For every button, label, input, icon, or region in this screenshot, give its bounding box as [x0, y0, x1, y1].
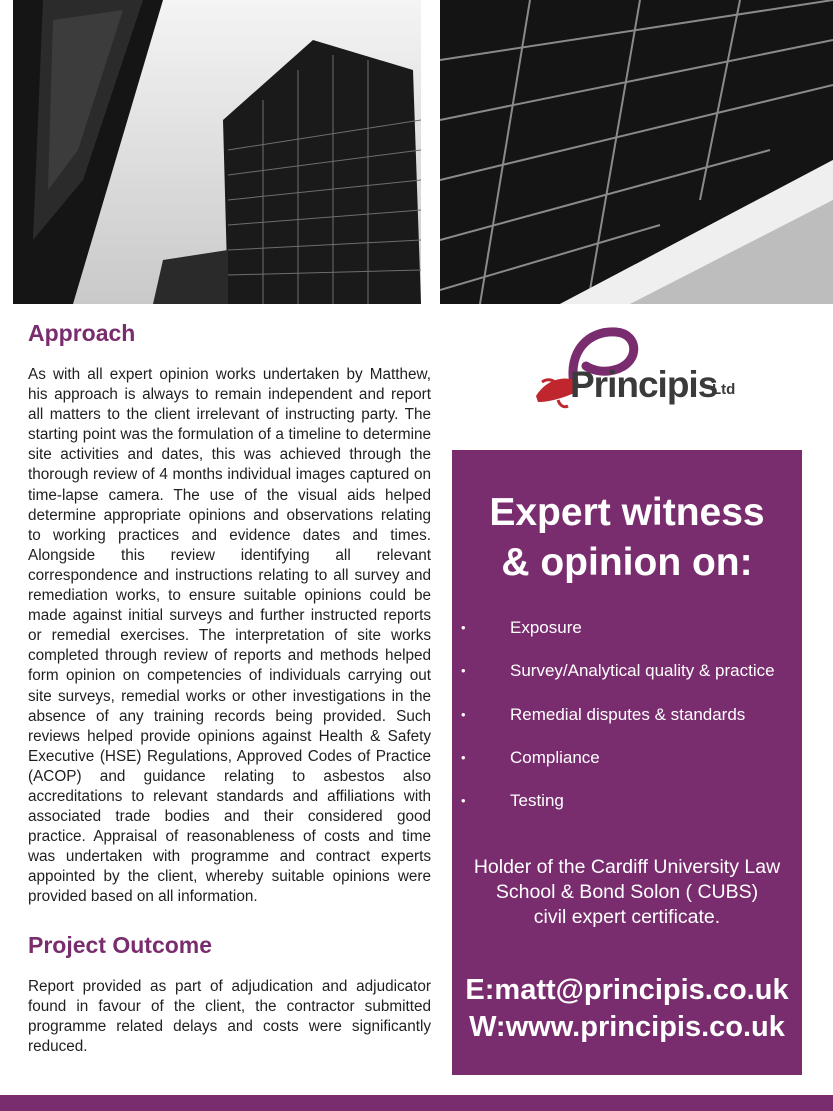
list-item-text: Remedial disputes & standards: [510, 704, 746, 724]
certificate-line3: civil expert certificate.: [533, 906, 721, 928]
list-item: [452, 705, 802, 748]
bullet-icon: •: [461, 793, 466, 809]
expertise-list: [452, 618, 802, 834]
bullet-icon: •: [461, 749, 466, 765]
certificate-line1: Holder of the Cardiff University Law: [473, 856, 781, 878]
certificate-text: [452, 855, 802, 930]
list-item-text: Testing: [510, 791, 564, 811]
list-item-text: Survey/Analytical quality & practice: [510, 661, 775, 681]
panel-title-line1: Expert witness: [489, 491, 765, 534]
logo-suffix: Ltd: [712, 381, 736, 398]
panel-title-line2: & opinion on:: [501, 541, 753, 584]
expert-witness-panel: [452, 450, 802, 1075]
panel-title: [452, 488, 802, 588]
project-outcome-body: Report provided as part of adjudication and adjudicator found in favour of the client, the contractor submitted programme related delays and costs were significantly reduced.: [28, 977, 431, 1055]
bullet-icon: •: [461, 620, 466, 635]
contact-block: [452, 972, 802, 1046]
list-item: [452, 791, 802, 834]
construction-image: [440, 0, 833, 304]
bullet-icon: •: [461, 706, 466, 722]
list-item: [452, 618, 802, 661]
list-item: [452, 661, 802, 704]
website-contact[interactable]: W:www.principis.co.uk: [469, 1011, 785, 1043]
bullet-icon: •: [461, 663, 466, 679]
email-contact[interactable]: E:matt@principis.co.uk: [465, 974, 789, 1006]
left-column: [28, 320, 431, 1057]
buildings-photo-left: [13, 0, 421, 304]
approach-body: As with all expert opinion works undertaken by Matthew, his approach is always to remain independent and report all matters to the client irrelevant of instructing party. The starting point was the formulation of a timeline to determine site activities and dates, this was achieved through the thorough review of 4 months individual images captured on time-lapse camera. The use of the visual aids helped determine appropriate opinions and observations relating to working practices and evidence dates and times. Alongside this review identifying all relevant correspondence and instructions relating to all survey and remediation works, to ensure suitable opinions could be made against initial surveys and further instructed reports or remedial exercises. The interpretation of site works completed through review of reports and methods helped form opinion on competencies of individuals carrying out site surveys, remedial works or other investigations in the absence of any training records being provided. Such reviews helped provide opinions against Health & Safety Executive (HSE) Regulations, Approved Codes of Practice (ACOP) and guidance relating to asbestos also accreditations to relevant standards and affiliations with associated trade bodies and their considered good practice. Appraisal of reasonableness of costs and time was undertaken with programme and contract experts appointed by the client, whereby suitable opinions were provided based on all information.: [28, 366, 431, 906]
list-item-text: Compliance: [510, 747, 600, 767]
principis-logo: [528, 322, 748, 414]
certificate-line2: School & Bond Solon ( CUBS): [495, 881, 759, 903]
footer-bar: [0, 1095, 833, 1111]
logo-wordmark: Principis: [570, 364, 718, 405]
approach-heading: Approach: [28, 320, 136, 346]
project-outcome-heading: Project Outcome: [28, 931, 213, 958]
glass-towers-image: [13, 0, 421, 304]
buildings-photo-right: [440, 0, 833, 304]
list-item-text: Exposure: [510, 618, 582, 637]
list-item: [452, 748, 802, 791]
